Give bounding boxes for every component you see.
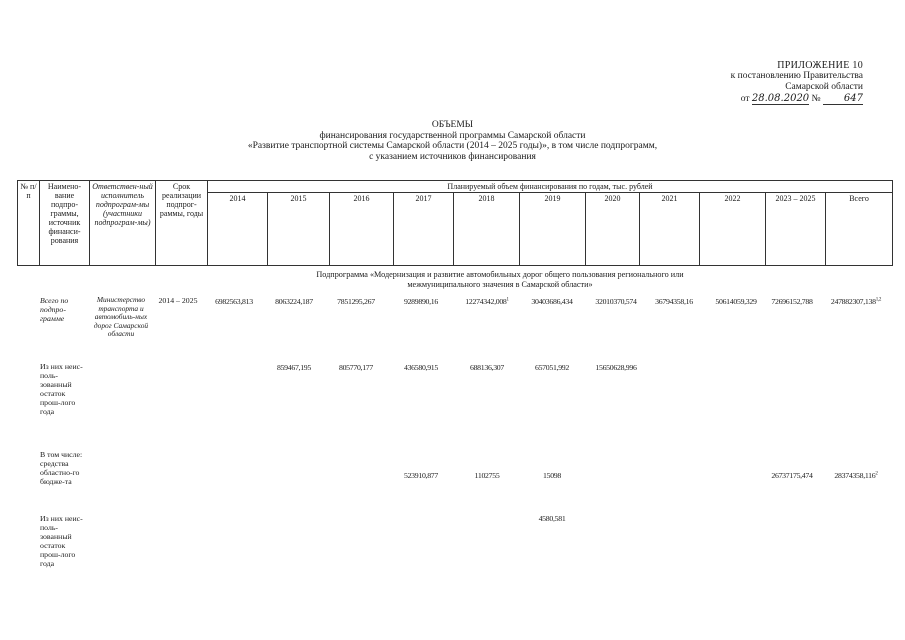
total-2016: 7851295,267 (337, 297, 375, 306)
regional-2018: 1102755 (474, 471, 500, 480)
total-2018-sup: 1 (506, 297, 509, 303)
heading-line-4: с указанием источников финансирования (369, 151, 536, 162)
unused1-2018: 688136,307 (469, 363, 505, 372)
row-unused1-label: Из них неис-поль-зованный остаток прош-лого года (40, 362, 83, 416)
heading-line-3: «Развитие транспортной системы Самарской области (2014 – 2025 годы)», в том числе подпрограмм, (247, 141, 658, 151)
regional-2017: 523910,877 (403, 471, 439, 480)
appendix-line-2: к постановлению Правительства (730, 71, 863, 81)
row-unused2-label: Из них неис-поль-зованный остаток прош-лого года (40, 514, 83, 568)
regional-2023-2025: 26737175,474 (771, 471, 813, 480)
appendix-line-3: Самарской области (785, 82, 863, 92)
unused1-2020: 15650628,996 (595, 363, 637, 372)
header-term: Срок реализации подпрог-раммы, годы (156, 181, 208, 266)
total-all (822, 297, 890, 306)
number-prefix: № (811, 94, 821, 104)
subprogram-title-line-1: Подпрограмма «Модернизация и развитие автомобильных дорог общего пользования регионального или (316, 270, 684, 279)
row-total-executor: Министерство транспорта и автомобиль-ных дорог Самарской области (93, 295, 149, 338)
heading-line-2: финансирования государственной программы Самарской области (319, 130, 586, 141)
number-value: 647 (823, 93, 863, 105)
regional-2019: 15098 (543, 471, 561, 480)
total-all-sup: 1,2 (875, 297, 882, 303)
total-2022: 50614059,329 (715, 297, 757, 306)
financing-table-header (17, 180, 893, 266)
year-header-total: Всего (826, 193, 893, 266)
total-2018 (455, 297, 519, 306)
total-2015: 8063224,187 (275, 297, 313, 306)
total-2019: 30403686,434 (531, 297, 573, 306)
date-prefix: от (740, 94, 750, 104)
year-header: 2019 (520, 193, 586, 266)
year-header: 2021 (640, 193, 700, 266)
regional-all-sup: 2 (875, 471, 878, 477)
row-total-label: Всего по подпро-грамме (40, 296, 69, 323)
total-2014: 6982563,813 (215, 297, 253, 306)
regional-all-value: 28374358,116 (834, 471, 876, 480)
year-header: 2017 (394, 193, 454, 266)
year-header: 2016 (330, 193, 394, 266)
unused1-2016: 805770,177 (338, 363, 374, 372)
unused1-2019: 657051,992 (534, 363, 570, 372)
subprogram-title-line-2: межмуниципального значения в Самарской области» (407, 279, 593, 289)
total-2017: 9289890,16 (403, 297, 439, 306)
row-total-term: 2014 – 2025 (158, 296, 198, 305)
header-name: Наимено-вание подпро-граммы, источник финанси-рования (40, 181, 90, 266)
year-header: 2020 (586, 193, 640, 266)
year-header: 2022 (700, 193, 766, 266)
header-num: № п/п (18, 181, 40, 266)
header-plan-title: Планируемый объем финансирования по годам, тыс. рублей (208, 181, 893, 193)
total-2021: 36794358,16 (655, 297, 693, 306)
year-header: 2018 (454, 193, 520, 266)
unused2-2019: 4580,581 (538, 514, 566, 523)
unused1-2017: 436580,915 (403, 363, 439, 372)
date-value: 28.08.2020 (751, 93, 810, 104)
heading-line-1: ОБЪЕМЫ (431, 120, 474, 130)
year-header: 2023 – 2025 (766, 193, 826, 266)
header-executor: Ответствен-ный исполнитель подпрограм-мы (участники подпрограм-мы) (90, 181, 156, 266)
appendix-title: ПРИЛОЖЕНИЕ 10 (777, 60, 863, 71)
unused1-2015: 859467,195 (276, 363, 312, 372)
year-header: 2015 (268, 193, 330, 266)
appendix-block (663, 60, 863, 105)
year-header: 2014 (208, 193, 268, 266)
total-2020: 32010370,574 (595, 297, 637, 306)
subprogram-title (120, 270, 880, 289)
appendix-date-line (663, 93, 863, 105)
regional-all (822, 471, 890, 480)
total-2023-2025: 72696152,788 (771, 297, 813, 306)
row-regional-label: В том числе: средства областно-го бюдже-та (40, 450, 83, 486)
document-heading (0, 120, 905, 162)
total-2018-value: 12274342,008 (465, 297, 507, 306)
total-all-value: 247882307,138 (830, 297, 876, 306)
